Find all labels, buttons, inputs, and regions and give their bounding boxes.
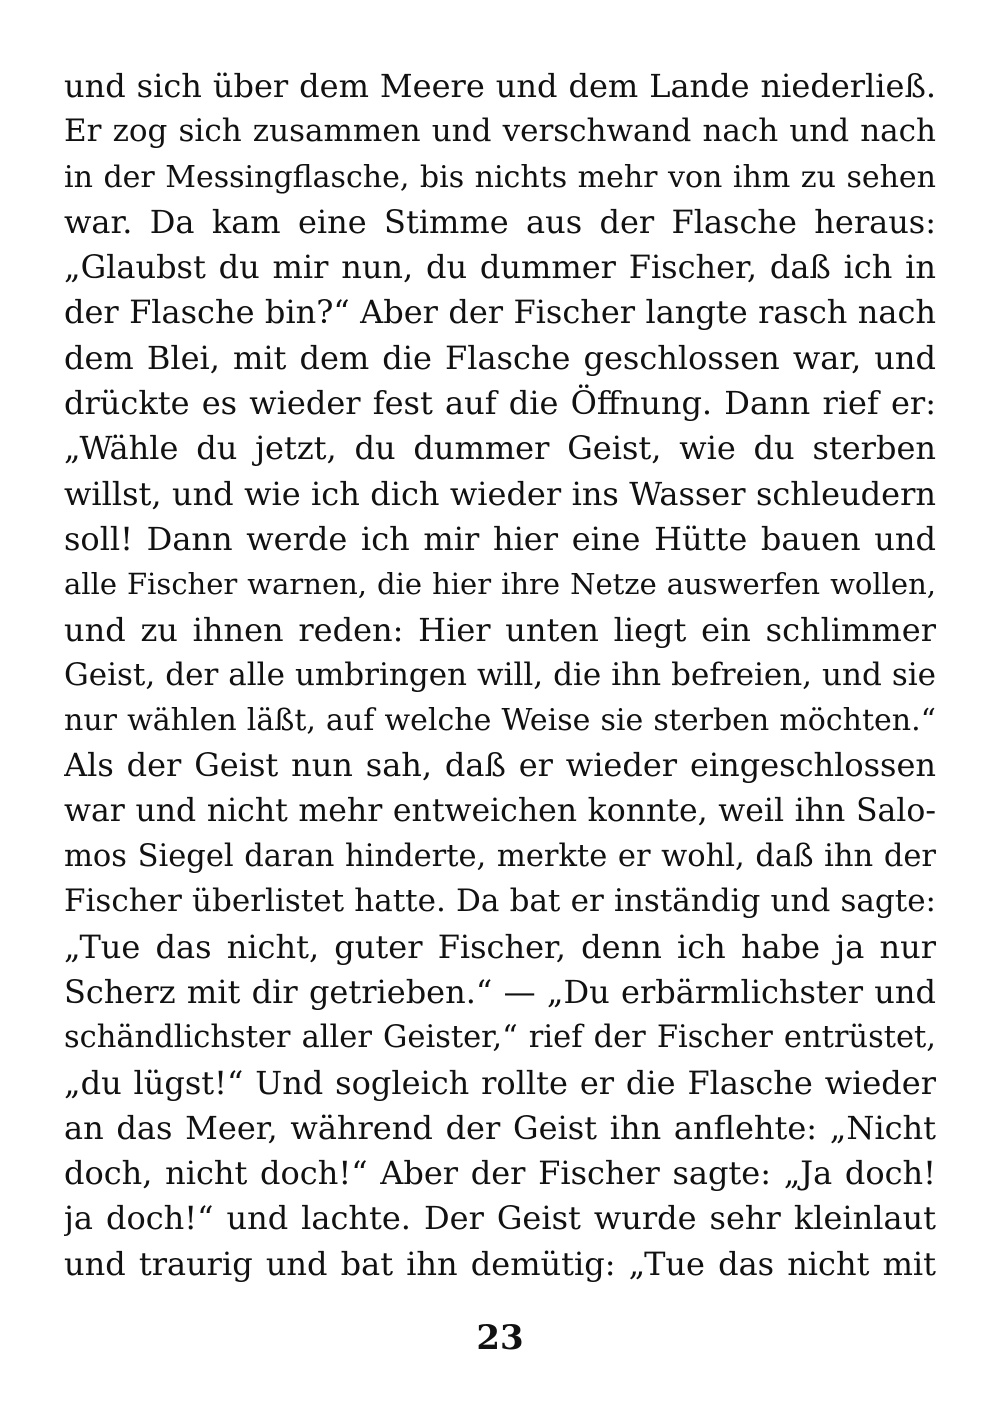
text-line: dem Blei, mit dem die Flasche geschlossen war, und [64,338,936,377]
text-line: Geist, der alle umbringen will, die ihn befreien, und sie [64,656,936,693]
text-line: an das Meer, während der Geist ihn anflehte: „Nicht [64,1108,936,1147]
text-line: Er zog sich zusammen und verschwand nach und nach [64,113,936,150]
text-line: „Tue das nicht, guter Fischer, denn ich habe ja nur [64,927,936,966]
text-line: Fischer überlistet hatte. Da bat er inständig und sagte: [64,883,936,920]
text-line: und sich über dem Meere und dem Lande niederließ. [64,67,936,105]
text-line: in der Messingflasche, bis nichts mehr von ihm zu sehen [64,159,936,195]
text-line: Scherz mit dir getrieben.“ — „Du erbärmlichster und [64,972,936,1011]
text-line: mos Siegel daran hinderte, merkte er wohl, daß ihn der [64,839,936,875]
text-line: „du lügst!“ Und sogleich rollte er die Flasche wieder [64,1063,936,1102]
text-line: ja doch!“ und lachte. Der Geist wurde sehr kleinlaut [64,1199,936,1238]
text-line: „Wähle du jetzt, du dummer Geist, wie du sterben [64,429,936,468]
text-line: Als der Geist nun sah, daß er wieder eingeschlossen [64,746,936,785]
text-line: schändlichster aller Geister,“ rief der Fischer entrüstet, [64,1020,936,1056]
text-line: war und nicht mehr entweichen konnte, weil ihn Salo- [64,792,936,829]
text-line: doch, nicht doch!“ Aber der Fischer sagte: „Ja doch! [64,1154,936,1193]
text-line: nur wählen läßt, auf welche Weise sie sterben möchten.“ [64,703,936,739]
text-line: willst, und wie ich dich wieder ins Wasser schleudern [64,474,936,513]
text-line: und zu ihnen reden: Hier unten liegt ein schlimmer [64,610,936,649]
text-line: der Flasche bin?“ Aber der Fischer langte rasch nach [64,293,936,332]
page-number: 23 [476,1318,524,1358]
text-line: drückte es wieder fest auf die Öffnung. Dann rief er: [64,384,936,423]
text-line: „Glaubst du mir nun, du dummer Fischer, daß ich in [64,248,936,287]
text-line: und traurig und bat ihn demütig: „Tue das nicht mit [64,1244,936,1283]
body-text [64,64,936,1287]
text-line: war. Da kam eine Stimme aus der Flasche heraus: [64,202,936,241]
text-line: alle Fischer warnen, die hier ihre Netze auswerfen wollen, [64,567,936,602]
text-line: soll! Dann werde ich mir hier eine Hütte bauen und [64,519,936,558]
